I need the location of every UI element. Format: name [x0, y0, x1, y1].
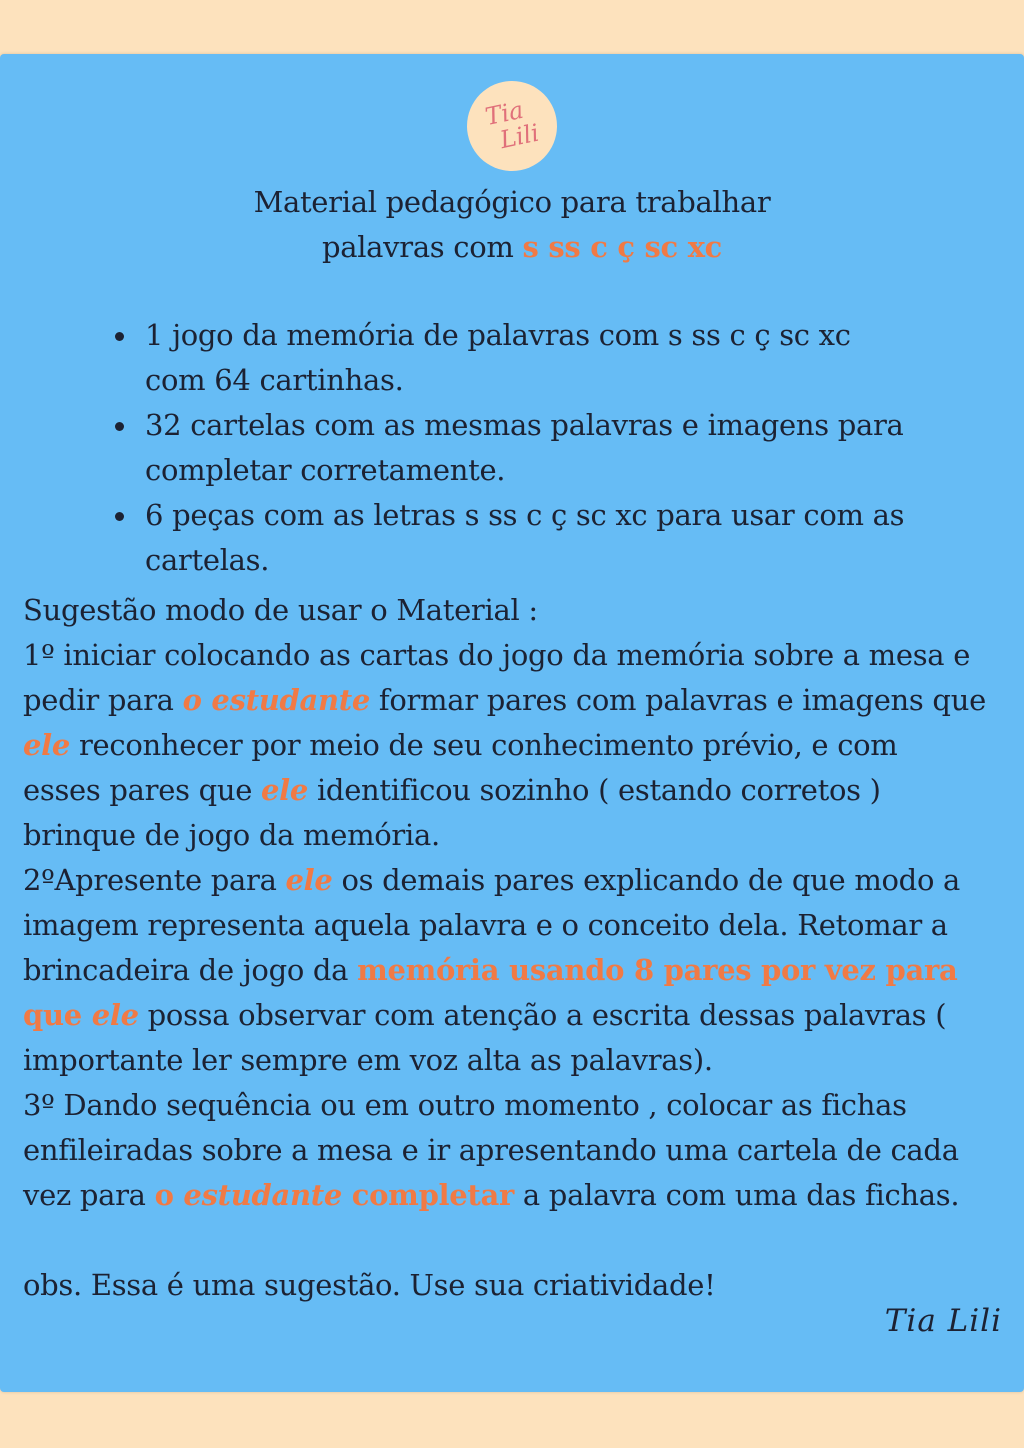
logo-text-line1: Tia	[482, 95, 526, 132]
text-run: formar pares com palavras e imagens que	[369, 683, 986, 717]
step2-line: importante ler sempre em voz alta as palavras).	[23, 1043, 713, 1077]
step1-line	[23, 723, 1013, 768]
highlight-text: completar	[341, 1178, 514, 1212]
materials-list	[145, 313, 1005, 583]
list-item	[145, 403, 1005, 493]
title-line2	[0, 225, 1024, 270]
text-run: possa observar com atenção a escrita dessas palavras (	[138, 998, 947, 1032]
title-line2-highlight: s ss c ç sc xc	[522, 230, 723, 264]
text-run: 2ºApresente para	[23, 863, 286, 897]
highlight-text: ele	[261, 773, 309, 807]
step2-line: imagem representa aquela palavra e o conceito dela. Retomar a	[23, 908, 948, 942]
highlight-text: o estudante	[182, 683, 370, 717]
highlight-text: estudante	[183, 1178, 342, 1212]
list-item-line: com 64 cartinhas.	[145, 363, 404, 397]
signature: Tia Lili	[884, 1303, 1002, 1339]
list-item	[145, 313, 1005, 403]
text-run: brincadeira de jogo da	[23, 953, 358, 987]
text-run: a palavra com uma das fichas.	[513, 1178, 960, 1212]
text-run: esses pares que	[23, 773, 261, 807]
text-run: os demais pares explicando de que modo a	[332, 863, 961, 897]
instructions-heading: Sugestão modo de usar o Material :	[23, 593, 538, 627]
step3-line	[23, 1173, 1013, 1218]
spacer	[23, 1218, 1013, 1263]
list-item-line: cartelas.	[145, 543, 270, 577]
highlight-text: o	[154, 1178, 184, 1212]
highlight-text: ele	[23, 728, 71, 762]
text-run: vez para	[23, 1178, 155, 1212]
list-item-line: 1 jogo da memória de palavras com s ss c ç sc xc	[145, 318, 851, 352]
text-run: reconhecer por meio de seu conhecimento prévio, e com	[70, 728, 898, 762]
tia-lili-logo	[467, 81, 557, 171]
title-line2-prefix: palavras com	[321, 230, 523, 264]
list-item-line: 32 cartelas com as mesmas palavras e imagens para	[145, 408, 904, 442]
step1-line: 1º iniciar colocando as cartas do jogo da memória sobre a mesa e	[23, 638, 971, 672]
text-run: pedir para	[23, 683, 183, 717]
highlight-text: ele	[285, 863, 333, 897]
logo-text-line2: Lili	[497, 118, 542, 155]
page-title	[0, 180, 1024, 270]
text-run: identificou sozinho ( estando corretos )	[308, 773, 881, 807]
step2-line	[23, 948, 1013, 993]
title-line1: Material pedagógico para trabalhar	[253, 185, 771, 219]
list-item	[145, 493, 1005, 583]
list-item-line: completar corretamente.	[145, 453, 506, 487]
step3-line: enfileiradas sobre a mesa e ir apresentando uma cartela de cada	[23, 1133, 959, 1167]
logo-icon	[467, 81, 557, 171]
step1-line: brinque de jogo da memória.	[23, 818, 440, 852]
highlight-text: memória usando 8 pares por vez para	[357, 953, 958, 987]
step1-line	[23, 768, 1013, 813]
observation-note: obs. Essa é uma sugestão. Use sua criatividade!	[23, 1268, 716, 1302]
step2-line	[23, 993, 1013, 1038]
step1-line	[23, 678, 1013, 723]
step2-line	[23, 858, 1013, 903]
highlight-text: que	[23, 998, 92, 1032]
list-item-line: 6 peças com as letras s ss c ç sc xc para usar com as	[145, 498, 905, 532]
instructions-body	[23, 588, 1013, 1308]
highlight-text: ele	[91, 998, 139, 1032]
step3-line: 3º Dando sequência ou em outro momento , colocar as fichas	[23, 1088, 907, 1122]
